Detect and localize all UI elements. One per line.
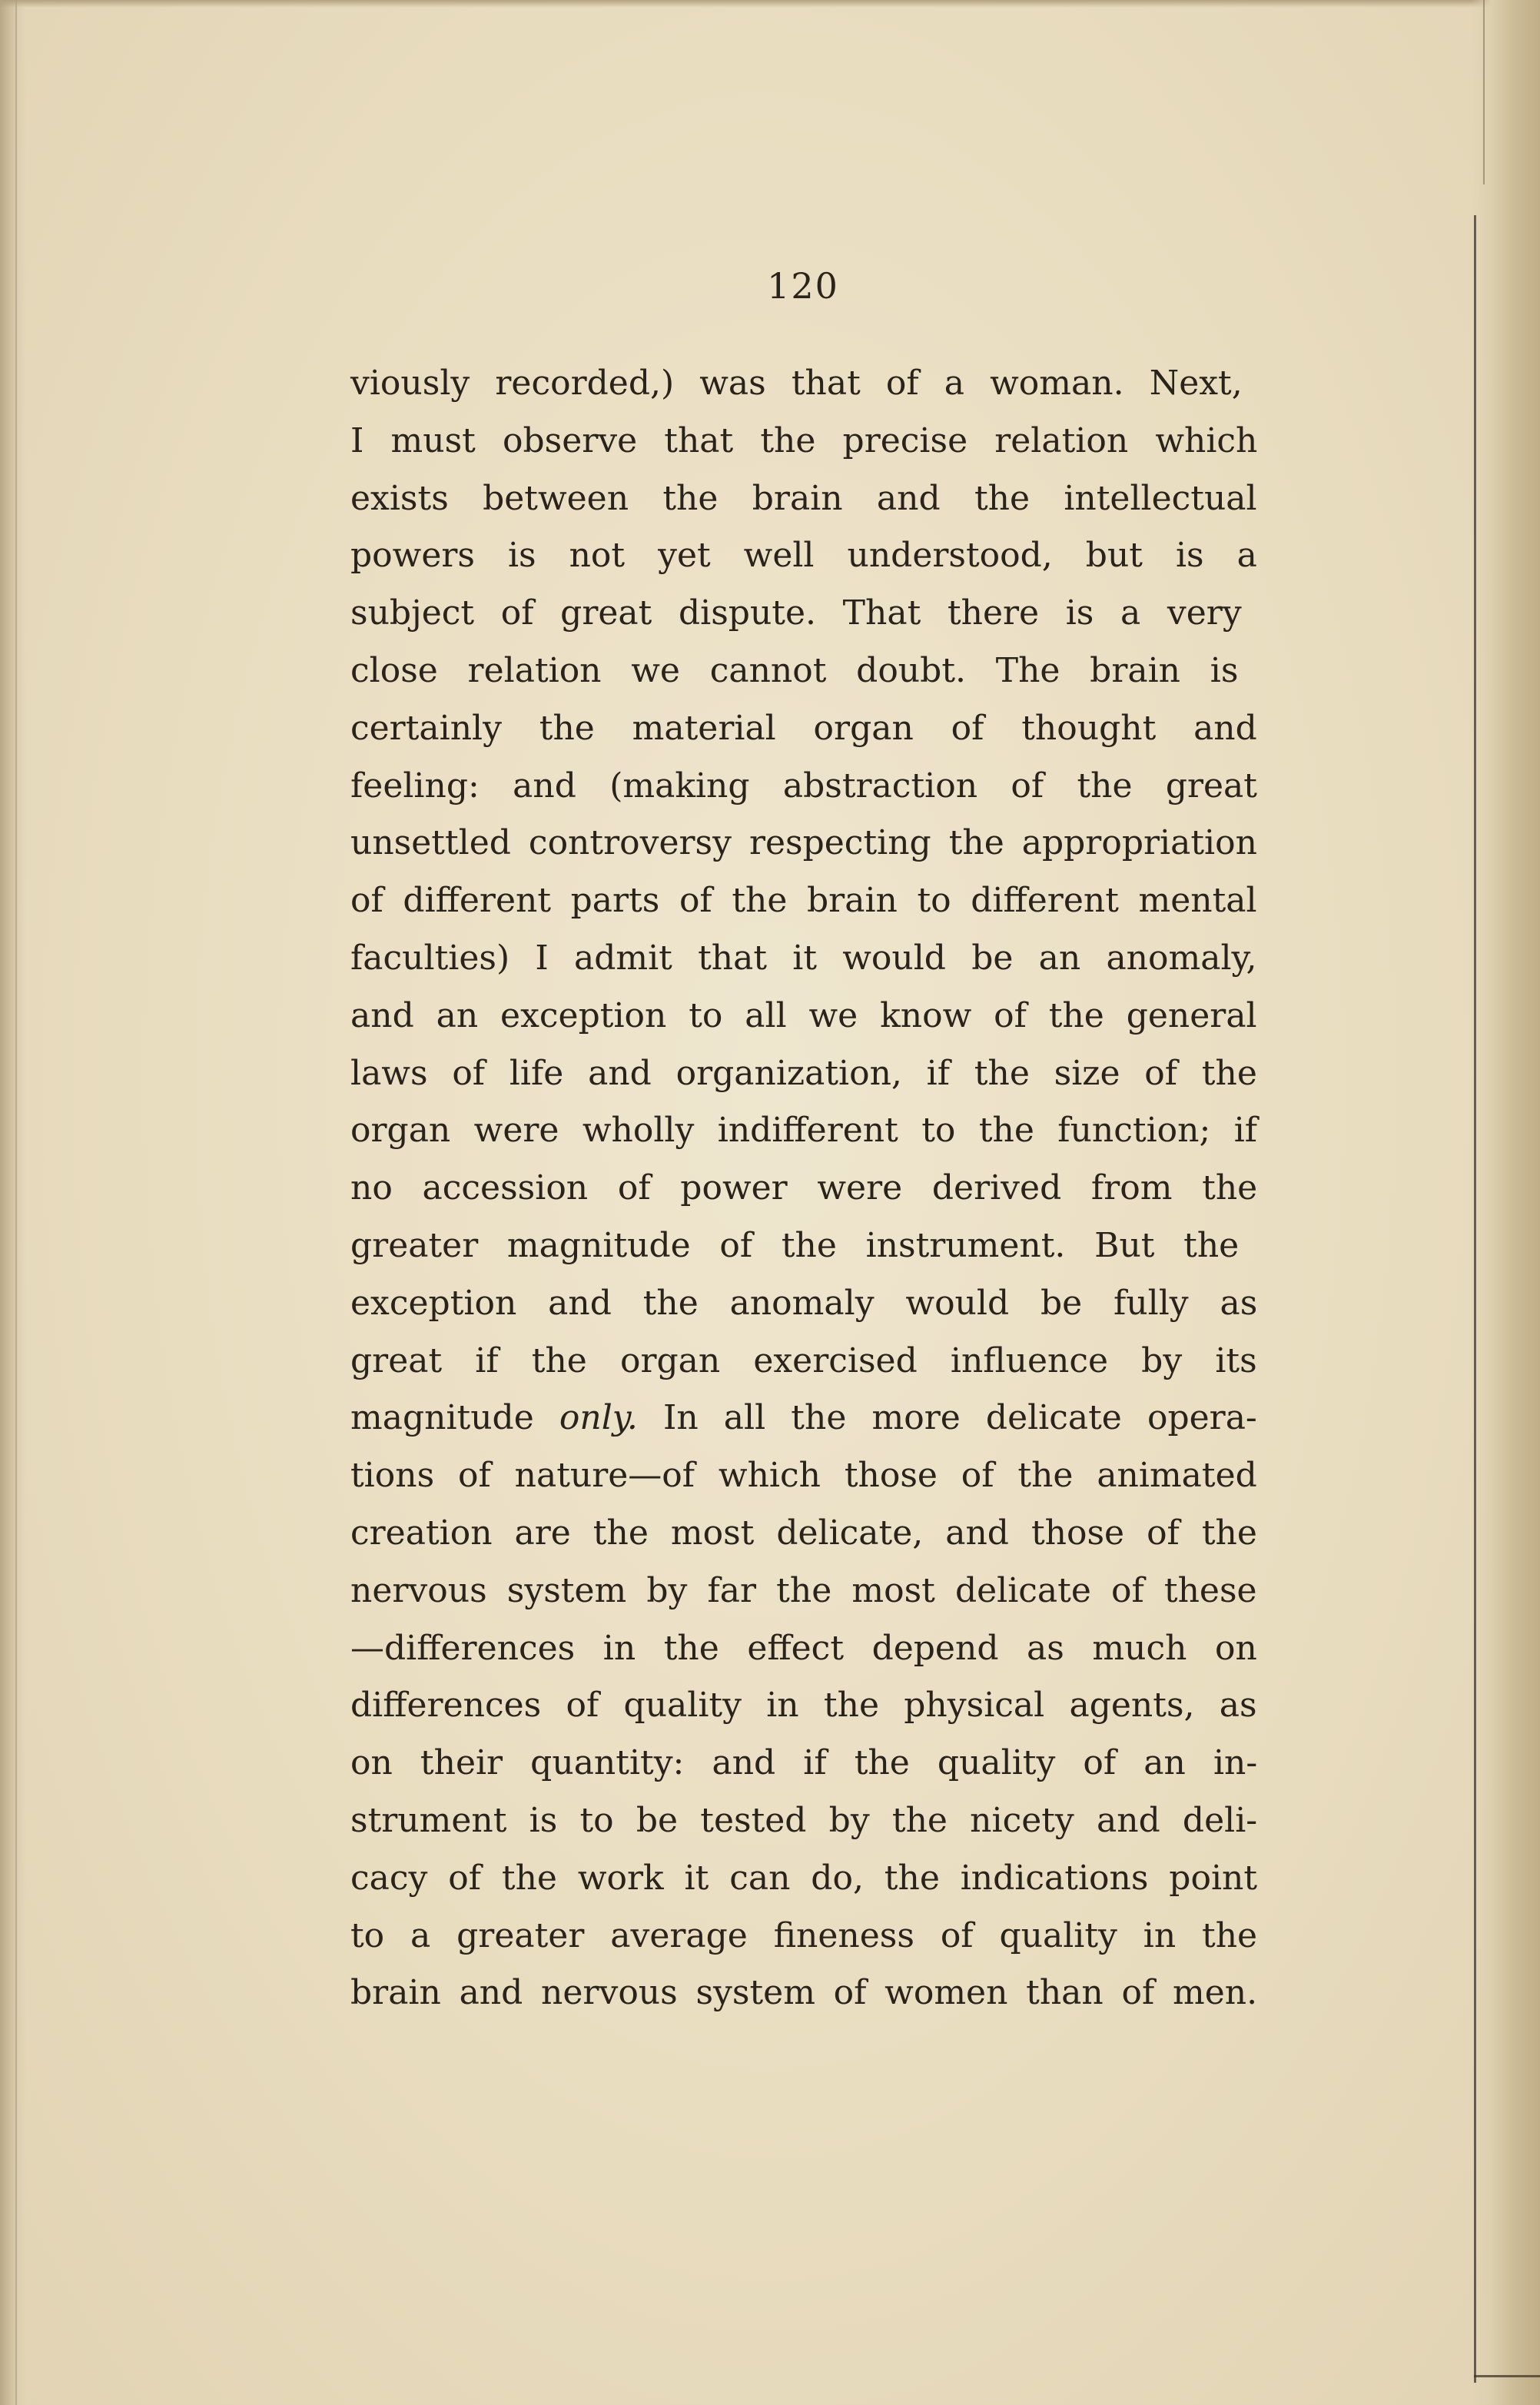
- text-segment: magnitude: [350, 1398, 534, 1438]
- top-edge: [0, 0, 1540, 8]
- text-line: subject of great dispute. That there is a very: [350, 593, 1242, 633]
- text-line: strument is to be tested by the nicety and deli-: [350, 1800, 1258, 1840]
- text-line: cacy of the work it can do, the indications point: [350, 1858, 1258, 1898]
- text-line: tions of nature—of which those of the animated: [350, 1456, 1257, 1496]
- text-line: —differences in the effect depend as much on: [350, 1628, 1257, 1668]
- text-line: and an exception to all we know of the general: [350, 995, 1257, 1035]
- fore-edge: [1471, 0, 1540, 2405]
- text-line: great if the organ exercised influence by its: [350, 1340, 1257, 1380]
- text-line: viously recorded,) was that of a woman. Next,: [350, 364, 1243, 403]
- body-text: [350, 355, 1257, 2022]
- page-number: 120: [767, 265, 839, 307]
- text-segment: In all the more delicate opera-: [662, 1398, 1257, 1438]
- italic-emphasis: only.: [559, 1398, 638, 1438]
- fore-edge-line: [1474, 215, 1476, 2383]
- text-line: organ were wholly indifferent to the function; if: [350, 1111, 1258, 1151]
- text-line: nervous system by far the most delicate of these: [350, 1570, 1257, 1610]
- text-line: differences of quality in the physical agents, as: [350, 1686, 1257, 1726]
- text-line: creation are the most delicate, and those of the: [350, 1513, 1257, 1553]
- binding-line: [15, 0, 17, 2405]
- text-line: unsettled controversy respecting the appropriation: [350, 823, 1257, 863]
- text-line: on their quantity: and if the quality of an in-: [350, 1743, 1258, 1783]
- text-line: feeling: and (making abstraction of the great: [350, 766, 1257, 806]
- text-line: to a greater average fineness of quality in the: [350, 1915, 1258, 1955]
- text-line: brain and nervous system of women than of men.: [350, 1973, 1258, 2013]
- text-line-italic-emphasis: [350, 1390, 1257, 1447]
- text-line: no accession of power were derived from the: [350, 1168, 1258, 1208]
- fore-edge-corner: [1474, 2375, 1540, 2377]
- binding-edge: [0, 0, 26, 2405]
- text-line: powers is not yet well understood, but is a: [350, 536, 1257, 576]
- text-line: certainly the material organ of thought and: [350, 708, 1257, 748]
- text-line: greater magnitude of the instrument. But the: [350, 1225, 1240, 1265]
- text-line: exists between the brain and the intellectual: [350, 478, 1257, 518]
- text-line: close relation we cannot doubt. The brain is: [350, 650, 1239, 690]
- text-line: I must observe that the precise relation which: [350, 420, 1258, 460]
- text-line: faculties) I admit that it would be an anomaly,: [350, 938, 1257, 978]
- text-line: of different parts of the brain to different mental: [350, 881, 1257, 921]
- text-line: laws of life and organization, if the size of the: [350, 1053, 1257, 1093]
- text-line: exception and the anomaly would be fully as: [350, 1283, 1258, 1323]
- fore-edge-line-upper: [1483, 0, 1485, 184]
